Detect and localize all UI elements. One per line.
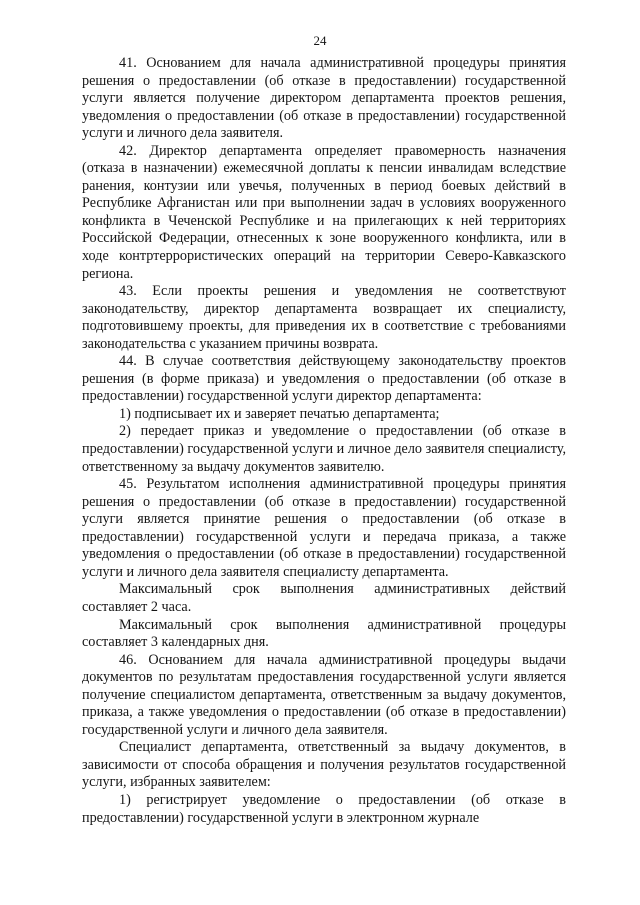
list-item-44-1: 1) подписывает их и заверяет печатью департамента; [119,405,440,422]
list-item-44-2: 2) передает приказ и уведомление о предоставлении (об отказе в предоставлении) государственной услуги и личное дело заявителя специалисту, ответственному за выдачу документов заявителю. [82,423,566,475]
list-item-46-1: 1) регистрирует уведомление о предоставлении (об отказе в предоставлении) государственной услуги в электронном журнале [82,791,566,826]
paragraph-max-time-actions: Максимальный срок выполнения административных действий составляет 2 часа. [82,581,566,615]
paragraph-46: 46. Основанием для начала административной процедуры выдачи документов по результатам предоставления государственной услуги является получение специалистом департамента, ответственным за выдачу документов, приказа, а также уведомления о предоставлении (об отказе в предоставлении) государственной услуги и личного дела заявителя. [82,651,566,738]
page-number: 24 [313,33,327,48]
document-body [82,55,566,827]
paragraph-45: 45. Результатом исполнения административной процедуры принятия решения о предоставлении (об отказе в предоставлении) государственной услуги является принятие решения о предоставлении (об отказе в предоставлении) государственной услуги и передача приказа, а также уведомления о предоставлении (об отказе в предоставлении) государственной услуги и личного дела заявителя специалисту департамента. [82,476,566,580]
paragraph-44: 44. В случае соответствия действующему законодательству проектов решения (в форме приказа) и уведомления о предоставлении (об отказе в предоставлении) государственной услуги директор департамента: [82,353,566,405]
paragraph-41: 41. Основанием для начала административной процедуры принятия решения о предоставлении (об отказе в предоставлении) государственной услуги является получение директором департамента проектов решения, уведомления о предоставлении (об отказе в предоставлении) государственной услуги и личного дела заявителя. [82,55,566,142]
paragraph-43: 43. Если проекты решения и уведомления не соответствуют законодательству, директор департамента возвращает их специалисту, подготовившему проекты, для приведения их в соответствие с требованиями законодательства с указанием причины возврата. [82,283,566,352]
paragraph-max-time-procedure: Максимальный срок выполнения административной процедуры составляет 3 календарных дня. [82,616,566,651]
paragraph-42: 42. Директор департамента определяет правомерность назначения (отказа в назначении) ежемесячной доплаты к пенсии инвалидам вследствие ранения, контузии или увечья, полученных в период боевых действий в Республике Афганистан или при выполнении задач в условиях вооруженного конфликта в Чеченской Республике и на прилегающих к ней территориях Российской Федерации, отнесенных к зоне вооруженного конфликта, или в ходе контртеррористических операций на территории Северо-Кавказского региона. [82,142,566,282]
paragraph-specialist: Специалист департамента, ответственный за выдачу документов, в зависимости от способа обращения и получения результатов государственной услуги, избранных заявителем: [82,739,566,791]
